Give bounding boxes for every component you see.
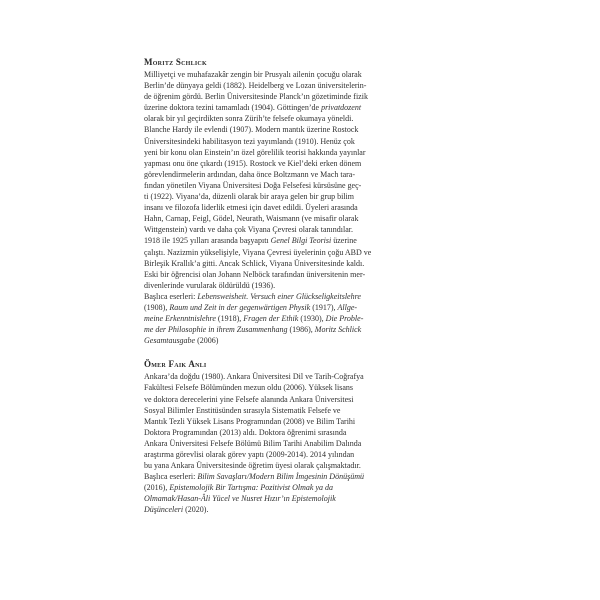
text-line	[144, 427, 432, 438]
text-run: Başlıca eserleri:	[144, 291, 198, 301]
italic-title: Gesamtausgabe	[144, 336, 196, 346]
text-run: divenlerinde vurularak öldürüldü (1936).	[144, 280, 276, 290]
text-run: Üniversitesindeki habilitasyon tezi yayımlandı (1910). Henüz çok	[144, 136, 355, 146]
text-run: Fakültesi Felsefe Bölümünden mezun oldu (2006). Yüksek lisans	[144, 383, 354, 393]
text-run: Eski bir öğrencisi olan Johann Nelböck tarafından üniversitenin mer-	[144, 269, 366, 279]
text-line	[144, 313, 432, 324]
text-line	[144, 280, 432, 291]
text-line	[144, 405, 432, 416]
text-run: Sosyal Bilimler Enstitüsünden sırasıyla Sistematik Felsefe ve	[144, 405, 341, 415]
author-bio-moritz-schlick	[144, 56, 432, 346]
italic-title: Allge-	[337, 302, 358, 312]
text-line	[144, 191, 432, 202]
text-line	[144, 224, 432, 235]
text-line	[144, 493, 432, 504]
text-line	[144, 324, 432, 335]
text-line	[144, 147, 432, 158]
text-run: fından yönetilen Viyana Üniversitesi Doğa Felsefesi kürsüsüne geç-	[144, 180, 362, 190]
text-line	[144, 460, 432, 471]
text-run: (1908),	[144, 302, 170, 312]
text-run: üzerine doktora tezini tamamladı (1904). Göttingen’de	[144, 103, 322, 113]
italic-title: Moritz Schlick	[314, 325, 362, 335]
text-column	[144, 56, 432, 516]
author-bio-text	[144, 371, 432, 515]
text-line	[144, 482, 432, 493]
author-name: Moritz Schlick	[144, 57, 207, 67]
text-line	[144, 213, 432, 224]
text-line	[144, 91, 432, 102]
text-run: insanı ve filozofa liderlik etmesi için davet edildi. Üyeleri arasında	[144, 203, 358, 213]
text-run: Ankara’da doğdu (1980). Ankara Üniversitesi Dil ve Tarih-Coğrafya	[144, 372, 364, 382]
text-line	[144, 202, 432, 213]
text-line	[144, 291, 432, 302]
text-line	[144, 158, 432, 169]
text-line	[144, 269, 432, 280]
italic-title: Bilim Savaşları/Modern Bilim İmgesinin Dönüşümü	[197, 472, 364, 482]
text-line	[144, 449, 432, 460]
author-name: Ömer Faik Anlı	[144, 359, 207, 370]
author-bio-text	[144, 69, 432, 346]
italic-title: Düşünceleri	[144, 505, 184, 515]
text-line	[144, 371, 432, 382]
text-run: (2020).	[183, 505, 209, 515]
italic-title: Epistemolojik Bir Tartışma: Pozitivist Olmak ya da	[169, 483, 334, 493]
text-run: çalıştı. Nazizmin yükselişiyle, Viyana Çevresi üyelerinin çoğu ABD ve	[144, 247, 372, 257]
text-run: olarak bir yıl geçirdikten sonra Zürih’te felsefe okumaya yöneldi.	[144, 114, 354, 124]
author-bio-omer-faik-anli	[144, 358, 432, 515]
text-line	[144, 302, 432, 313]
text-run: bu yana Ankara Üniversitesinde öğretim üyesi olarak çalışmaktadır.	[144, 461, 361, 471]
italic-title: Olmamak/Hasan-Âli Yücel ve Nusret Hızır’ın Epistemolojik	[144, 494, 336, 504]
text-run: Birleşik Krallık’a gitti. Ancak Schlick, Viyana Üniversitesinde kaldı.	[144, 258, 365, 268]
text-run: Wittgenstein) vardı ve daha çok Viyana Çevresi olarak tanındılar.	[144, 225, 353, 235]
text-line	[144, 102, 432, 113]
text-run: Doktora Programından (2013) aldı. Doktora öğrenimi sırasında	[144, 427, 347, 437]
text-run: Mantık Tezli Yüksek Lisans Programından (2008) ve Bilim Tarihi	[144, 416, 356, 426]
text-run: yapması onu öne çıkardı (1915). Rostock ve Kiel’deki erken dönem	[144, 158, 362, 168]
italic-title: Fragen der Ethik	[243, 314, 299, 324]
text-line	[144, 394, 432, 405]
text-run: de öğrenim gördü. Berlin Üniversitesinde Planck’ın gözetiminde fizik	[144, 92, 368, 102]
text-line	[144, 69, 432, 80]
text-run: Başlıca eserleri:	[144, 472, 198, 482]
text-run: Hahn, Carnap, Feigl, Gödel, Neurath, Waismann (ve misafir olarak	[144, 214, 359, 224]
text-line	[144, 124, 432, 135]
text-line	[144, 169, 432, 180]
text-run: Blanche Hardy ile evlendi (1907). Modern mantık üzerine Rostock	[144, 125, 359, 135]
italic-title: privatdozent	[321, 103, 362, 113]
text-line	[144, 180, 432, 191]
text-run: araştırma görevlisi olarak görev yaptı (2009-2014). 2014 yılından	[144, 450, 355, 459]
text-run: Ankara Üniversitesi Felsefe Bölümü Bilim Tarihi Anabilim Dalında	[144, 438, 362, 448]
text-line	[144, 438, 432, 449]
text-run: (1930),	[298, 314, 326, 324]
text-run: Berlin’de dünyaya geldi (1882). Heidelberg ve Lozan üniversitelerin-	[144, 81, 367, 91]
text-run: Milliyetçi ve muhafazakâr zengin bir Prusyalı ailenin çocuğu olarak	[144, 70, 362, 79]
italic-title: Die Proble-	[325, 314, 364, 324]
text-run: (2006)	[195, 336, 219, 346]
italic-title: meine Erkenntnislehre	[144, 314, 216, 324]
text-run: (1986),	[287, 325, 315, 335]
text-line	[144, 382, 432, 393]
text-line	[144, 471, 432, 482]
text-run: (1918),	[215, 314, 244, 324]
text-run: görevlendirmelerin ardından, daha önce Boltzmann ve Mach tara-	[144, 169, 356, 179]
italic-title: Raum und Zeit in der gegenwärtigen Physik	[169, 302, 311, 312]
text-run: yeni bir konu olan Einstein’ın özel görelilik teorisi hakkında yayınlar	[144, 147, 366, 157]
text-run: (2016),	[144, 483, 170, 493]
text-line	[144, 258, 432, 269]
text-line	[144, 80, 432, 91]
text-line	[144, 113, 432, 124]
text-line	[144, 235, 432, 246]
italic-title: Lebensweisheit. Versuch einer Glückseligkeitslehre	[197, 291, 361, 301]
italic-title: me der Philosophie in ihrem Zusammenhang	[144, 325, 288, 335]
text-run: (1917),	[310, 302, 338, 312]
italic-title: Genel Bilgi Teorisi	[270, 236, 332, 246]
text-line	[144, 136, 432, 147]
text-line	[144, 504, 432, 515]
text-line	[144, 416, 432, 427]
text-run: üzerine	[331, 236, 357, 246]
text-run: ti (1922). Viyana’da, düzenli olarak bir araya gelen bir grup bilim	[144, 192, 354, 202]
text-run: 1918 ile 1925 yılları arasında başyapıtı	[144, 236, 271, 246]
text-line	[144, 335, 432, 346]
text-line	[144, 247, 432, 258]
text-run: ve doktora derecelerini yine Felsefe alanında Ankara Üniversitesi	[144, 394, 354, 404]
